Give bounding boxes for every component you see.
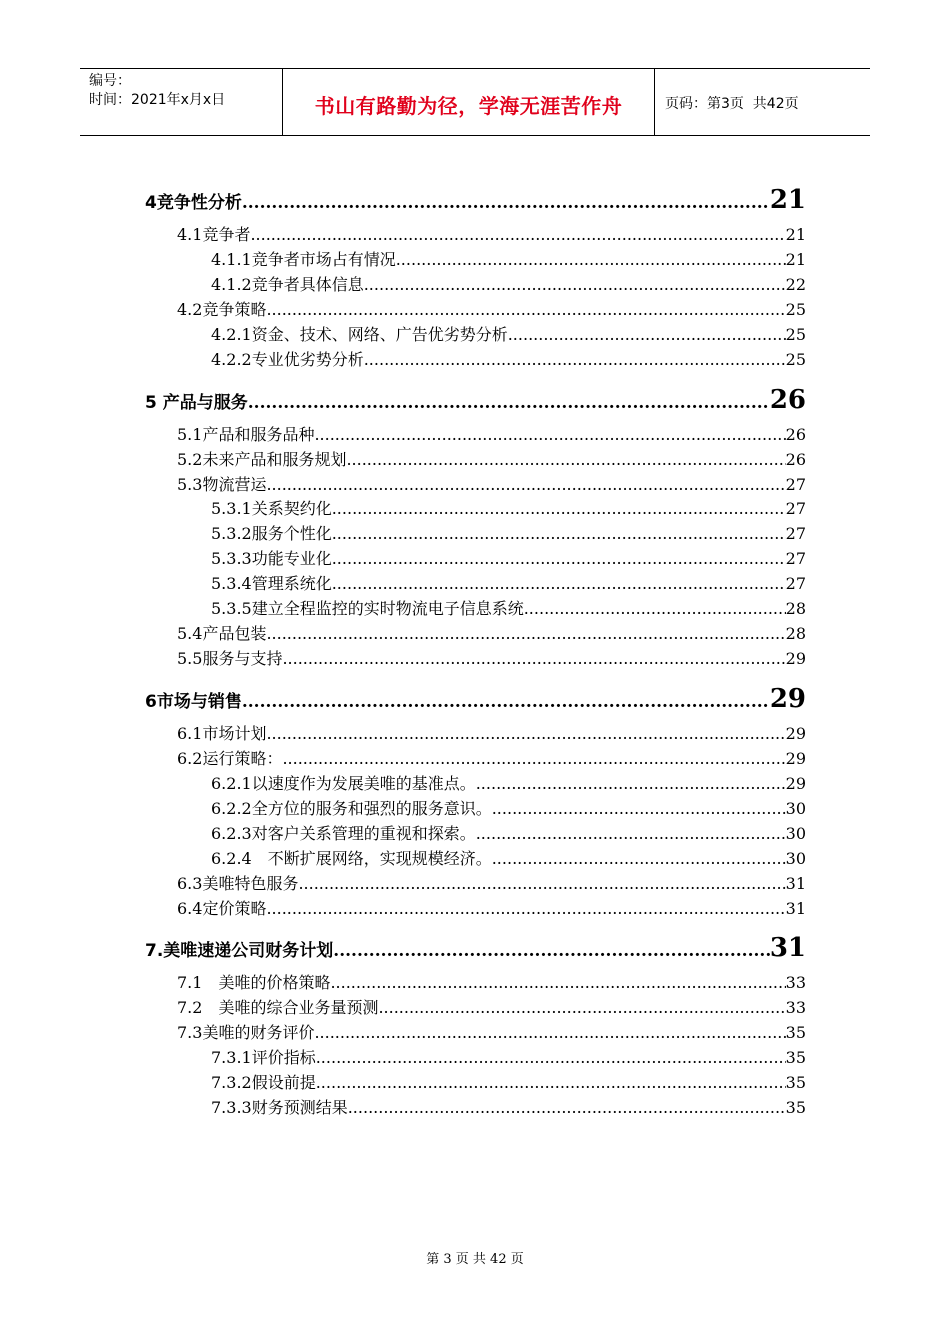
toc-leader-dots — [250, 225, 785, 244]
toc-entry-level-2[interactable] — [177, 422, 806, 445]
toc-entry-level-2[interactable] — [177, 871, 806, 894]
toc-leader-dots — [364, 350, 786, 369]
toc-leader-dots — [332, 574, 786, 593]
toc-entry-page: 26 — [769, 385, 806, 415]
toc-entry-page: 21 — [769, 185, 806, 215]
toc-entry-page: 30 — [785, 824, 806, 843]
toc-entry-title: 6.2运行策略： — [177, 749, 283, 768]
toc-leader-dots — [364, 275, 786, 294]
toc-entry-page: 28 — [785, 624, 806, 643]
toc-entry-level-2[interactable] — [177, 970, 806, 993]
toc-leader-dots — [242, 193, 770, 213]
toc-entry-level-3[interactable] — [211, 821, 806, 844]
toc-entry-page: 29 — [785, 774, 806, 793]
toc-entry-title: 6.1市场计划 — [177, 724, 267, 743]
toc-entry-level-3[interactable] — [211, 247, 806, 270]
toc-entry-page: 27 — [785, 524, 806, 543]
toc-entry-page: 21 — [785, 250, 806, 269]
toc-leader-dots — [332, 549, 786, 568]
toc-entry-level-1[interactable] — [145, 385, 806, 415]
toc-leader-dots — [333, 941, 770, 961]
toc-entry-level-3[interactable] — [211, 521, 806, 544]
toc-entry-title: 4竞争性分析 — [145, 193, 242, 213]
toc-entry-title: 7.美唯速递公司财务计划 — [145, 941, 334, 961]
toc-entry-title: 4.1竞争者 — [177, 225, 251, 244]
toc-entry-title: 5.3.1关系契约化 — [211, 499, 332, 518]
toc-entry-page: 27 — [785, 475, 806, 494]
toc-entry-page: 29 — [785, 749, 806, 768]
toc-entry-level-3[interactable] — [211, 496, 806, 519]
page-footer: 第 3 页 共 42 页 — [426, 1252, 524, 1267]
toc-entry-level-3[interactable] — [211, 322, 806, 345]
toc-leader-dots — [298, 874, 785, 893]
toc-entry-page: 21 — [785, 225, 806, 244]
toc-entry-level-3[interactable] — [211, 272, 806, 295]
toc-entry-page: 31 — [785, 899, 806, 918]
toc-leader-dots — [492, 849, 786, 868]
header-time-label: 时间：2021年x月x日 — [89, 92, 226, 108]
toc-entry-level-2[interactable] — [177, 222, 806, 245]
toc-entry-title: 4.1.1竞争者市场占有情况 — [211, 250, 396, 269]
toc-entry-level-3[interactable] — [211, 796, 806, 819]
toc-leader-dots — [316, 1048, 786, 1067]
toc-entry-page: 22 — [785, 275, 806, 294]
toc-entry-level-2[interactable] — [177, 447, 806, 470]
toc-entry-title: 6.2.1以速度作为发展美唯的基准点。 — [211, 774, 476, 793]
toc-leader-dots — [248, 393, 770, 413]
toc-entry-title: 5.3.2服务个性化 — [211, 524, 332, 543]
toc-leader-dots — [316, 1073, 786, 1092]
toc-entry-page: 27 — [785, 549, 806, 568]
toc-entry-page: 29 — [785, 724, 806, 743]
toc-leader-dots — [266, 899, 785, 918]
toc-entry-level-2[interactable] — [177, 472, 806, 495]
toc-leader-dots — [348, 1098, 786, 1117]
toc-entry-title: 5.3.5建立全程监控的实时物流电子信息系统 — [211, 599, 524, 618]
toc-leader-dots — [524, 599, 786, 618]
toc-entry-level-1[interactable] — [145, 684, 806, 714]
toc-entry-level-2[interactable] — [177, 297, 806, 320]
toc-leader-dots — [330, 973, 785, 992]
toc-entry-title: 7.1 美唯的价格策略 — [177, 973, 331, 992]
toc-entry-level-3[interactable] — [211, 546, 806, 569]
toc-entry-page: 27 — [785, 499, 806, 518]
toc-entry-level-2[interactable] — [177, 896, 806, 919]
toc-entry-level-3[interactable] — [211, 1045, 806, 1068]
toc-entry-level-2[interactable] — [177, 746, 806, 769]
toc-leader-dots — [332, 524, 786, 543]
toc-entry-page: 29 — [769, 684, 806, 714]
toc-leader-dots — [282, 649, 785, 668]
toc-entry-title: 5.3.4管理系统化 — [211, 574, 332, 593]
toc-entry-level-3[interactable] — [211, 1095, 806, 1118]
toc-leader-dots — [346, 450, 785, 469]
toc-entry-level-2[interactable] — [177, 646, 806, 669]
toc-entry-level-1[interactable] — [145, 933, 806, 963]
toc-entry-page: 28 — [785, 599, 806, 618]
toc-entry-page: 27 — [785, 574, 806, 593]
toc-entry-title: 4.2竞争策略 — [177, 300, 267, 319]
toc-entry-title: 6.2.4 不断扩展网络，实现规模经济。 — [211, 849, 492, 868]
toc-leader-dots — [266, 724, 785, 743]
toc-entry-page: 26 — [785, 425, 806, 444]
page-header — [80, 68, 870, 136]
toc-entry-page: 33 — [785, 973, 806, 992]
toc-leader-dots — [242, 692, 770, 712]
toc-entry-page: 30 — [785, 849, 806, 868]
toc-entry-title: 5 产品与服务 — [145, 393, 248, 413]
toc-entry-page: 25 — [785, 300, 806, 319]
toc-entry-page: 29 — [785, 649, 806, 668]
toc-leader-dots — [492, 799, 786, 818]
toc-leader-dots — [378, 998, 785, 1017]
toc-entry-title: 6.3美唯特色服务 — [177, 874, 299, 893]
toc-leader-dots — [282, 749, 785, 768]
toc-entry-title: 7.3美唯的财务评价 — [177, 1023, 315, 1042]
toc-entry-page: 35 — [785, 1048, 806, 1067]
toc-entry-page: 35 — [785, 1073, 806, 1092]
toc-leader-dots — [266, 300, 785, 319]
toc-entry-title: 4.1.2竞争者具体信息 — [211, 275, 364, 294]
toc-leader-dots — [314, 425, 785, 444]
toc-entry-title: 5.3物流营运 — [177, 475, 267, 494]
toc-entry-title: 7.2 美唯的综合业务量预测 — [177, 998, 379, 1017]
header-page-label: 页码：第3页 共42页 — [665, 96, 799, 112]
toc-leader-dots — [266, 624, 785, 643]
toc-entry-page: 33 — [785, 998, 806, 1017]
toc-entry-title: 5.4产品包装 — [177, 624, 267, 643]
toc-leader-dots — [396, 250, 786, 269]
toc-entry-title: 6.2.2全方位的服务和强烈的服务意识。 — [211, 799, 492, 818]
toc-entry-title: 6.2.3对客户关系管理的重视和探索。 — [211, 824, 476, 843]
toc-entry-level-3[interactable] — [211, 596, 806, 619]
toc-entry-page: 31 — [785, 874, 806, 893]
toc-entry-title: 6市场与销售 — [145, 692, 242, 712]
toc-entry-level-2[interactable] — [177, 1020, 806, 1043]
toc-entry-page: 30 — [785, 799, 806, 818]
toc-entry-title: 5.5服务与支持 — [177, 649, 283, 668]
toc-leader-dots — [266, 475, 785, 494]
toc-entry-page: 26 — [785, 450, 806, 469]
toc-leader-dots — [332, 499, 786, 518]
toc-entry-title: 6.4定价策略 — [177, 899, 267, 918]
toc-entry-title: 5.1产品和服务品种 — [177, 425, 315, 444]
toc-entry-title: 5.3.3功能专业化 — [211, 549, 332, 568]
toc-entry-level-3[interactable] — [211, 846, 806, 869]
toc-leader-dots — [476, 774, 786, 793]
toc-entry-title: 7.3.2假设前提 — [211, 1073, 316, 1092]
toc-leader-dots — [314, 1023, 785, 1042]
toc-entry-level-2[interactable] — [177, 721, 806, 744]
header-motto: 书山有路勤为径，学海无涯苦作舟 — [283, 69, 655, 135]
header-page-info — [655, 69, 870, 135]
toc-entry-level-2[interactable] — [177, 621, 806, 644]
toc-entry-title: 4.2.2专业优劣势分析 — [211, 350, 364, 369]
toc-entry-title: 7.3.1评价指标 — [211, 1048, 316, 1067]
toc-leader-dots — [508, 325, 786, 344]
toc-entry-page: 35 — [785, 1098, 806, 1117]
toc-entry-title: 5.2未来产品和服务规划 — [177, 450, 347, 469]
toc-entry-level-1[interactable] — [145, 185, 806, 215]
toc-entry-level-3[interactable] — [211, 571, 806, 594]
header-number-label: 编号： — [89, 73, 131, 89]
toc-entry-level-2[interactable] — [177, 995, 806, 1018]
toc-entry-title: 4.2.1资金、技术、网络、广告优劣势分析 — [211, 325, 508, 344]
toc-entry-level-3[interactable] — [211, 771, 806, 794]
toc-entry-page: 35 — [785, 1023, 806, 1042]
toc-leader-dots — [476, 824, 786, 843]
header-meta — [80, 69, 283, 135]
toc-entry-level-3[interactable] — [211, 1070, 806, 1093]
toc-entry-title: 7.3.3财务预测结果 — [211, 1098, 348, 1117]
toc-entry-page: 25 — [785, 325, 806, 344]
toc-entry-level-3[interactable] — [211, 347, 806, 370]
toc-entry-page: 31 — [769, 933, 806, 963]
toc-entry-page: 25 — [785, 350, 806, 369]
